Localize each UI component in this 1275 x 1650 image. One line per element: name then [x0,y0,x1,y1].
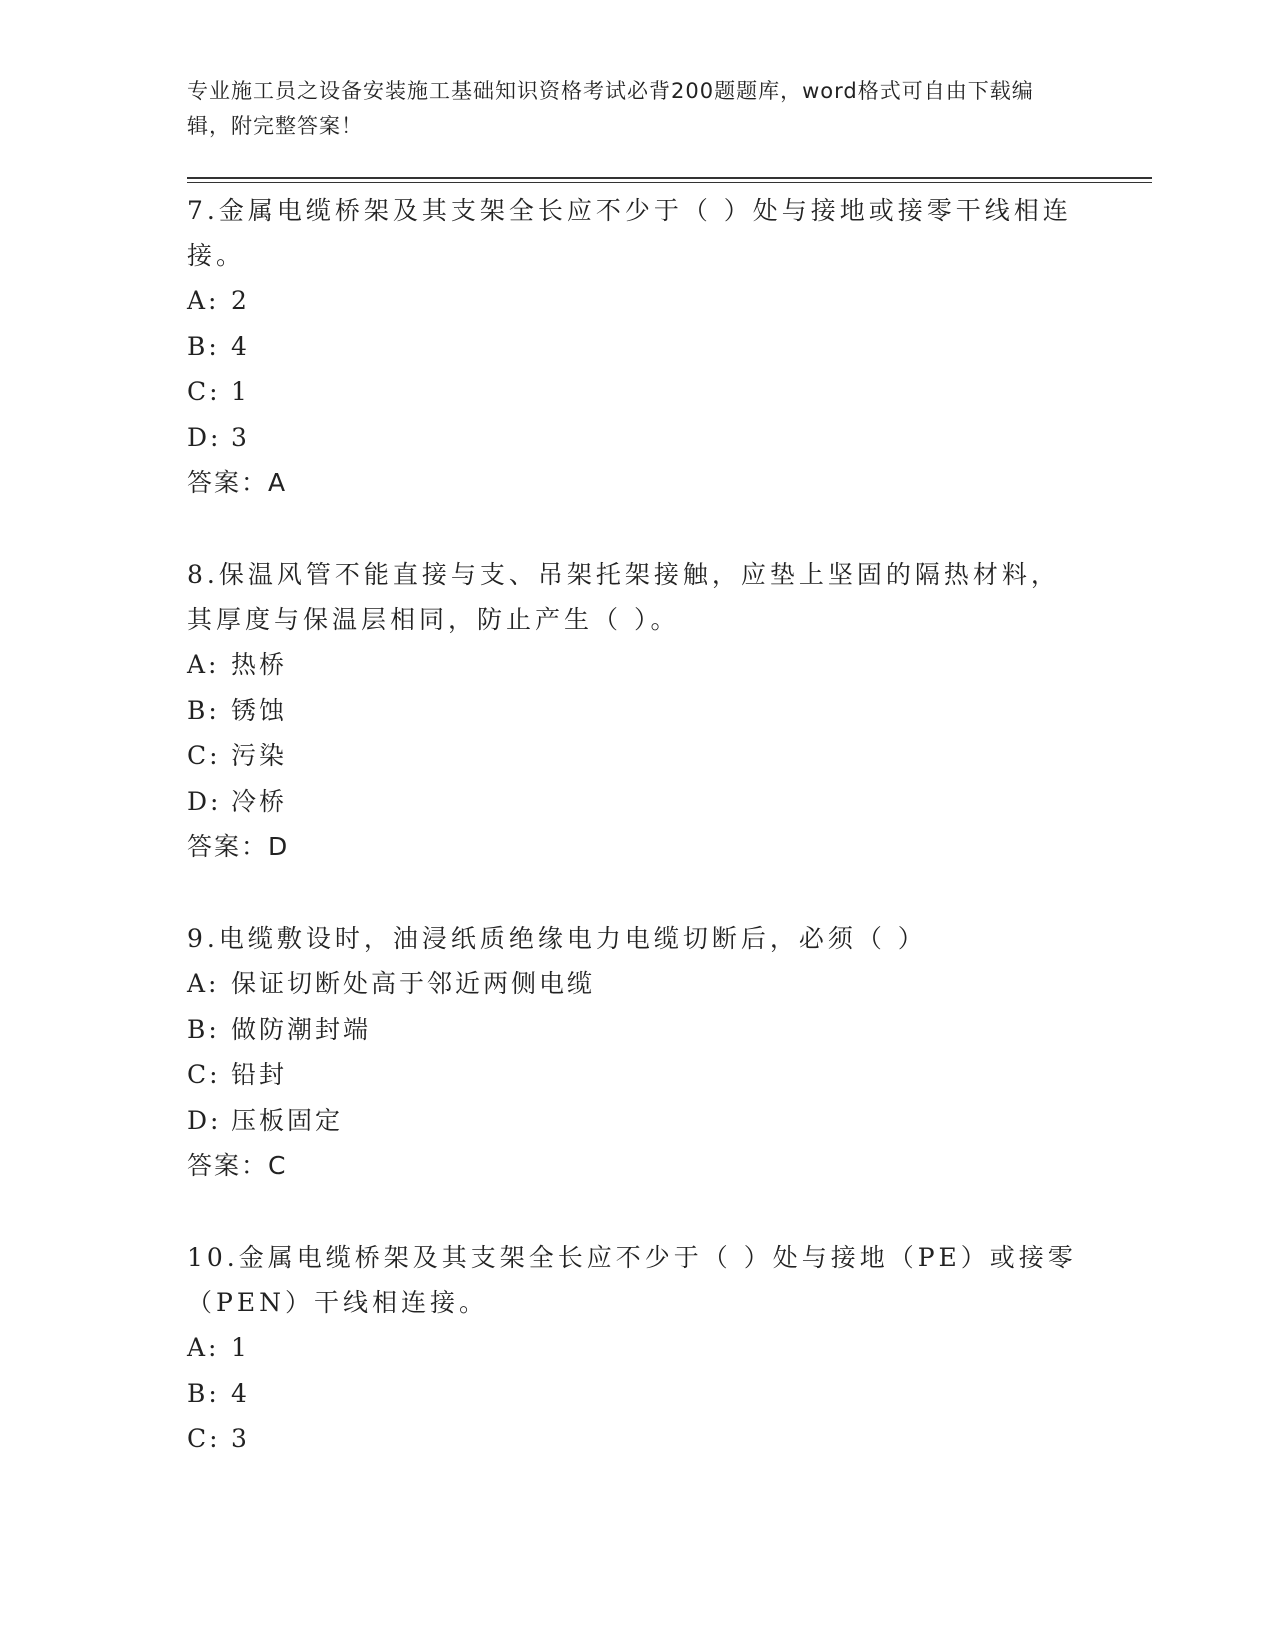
option-a [187,278,1087,324]
option-letter: B: [187,695,220,725]
answer-line: 答案：A [187,468,288,497]
document-header: 专业施工员之设备安装施工基础知识资格考试必背200题题库，word格式可自由下载编辑，附完整答案！ [187,79,1034,138]
question-stem: 7.金属电缆桥架及其支架全长应不少于（ ）处与接地或接零干线相连接。 [187,196,1072,270]
option-a [187,961,1087,1007]
option-c [187,733,1087,779]
option-text: 保证切断处高于邻近两侧电缆 [231,969,596,998]
option-text: 锈蚀 [231,695,288,725]
option-b [187,1371,1087,1417]
option-letter: A: [187,969,220,998]
option-letter: C: [187,741,221,770]
option-a [187,1325,1087,1371]
option-text: 铅封 [231,1060,288,1089]
question-7 [187,188,1087,505]
question-stem: 10.金属电缆桥架及其支架全长应不少于（ ）处与接地（PE）或接零（PEN）干线相连接。 [187,1243,1077,1317]
option-letter: A: [187,1333,220,1362]
option-letter: D: [187,1105,222,1135]
option-letter: A: [187,650,220,679]
option-letter: D: [187,786,222,816]
option-text: 4 [231,331,250,361]
option-text: 3 [231,1424,250,1453]
option-c [187,369,1087,415]
question-10 [187,1235,1087,1462]
header-divider-thick [187,177,1152,179]
option-text: 1 [231,1333,250,1362]
option-text: 2 [231,286,250,315]
option-text: 热桥 [231,650,288,679]
option-d [187,1098,1087,1144]
header-divider-thin [187,182,1152,183]
option-b [187,324,1087,370]
option-a [187,642,1087,688]
option-letter: C: [187,1060,221,1089]
answer-line: 答案：D [187,832,290,861]
answer-line: 答案：C [187,1151,288,1180]
option-d [187,415,1087,461]
option-letter: B: [187,331,220,361]
question-stem: 9.电缆敷设时，油浸纸质绝缘电力电缆切断后，必须（ ） [187,924,927,953]
option-text: 冷桥 [231,786,288,816]
option-d [187,779,1087,825]
question-9 [187,916,1087,1188]
option-c [187,1052,1087,1098]
option-letter: B: [187,1378,220,1408]
option-text: 污染 [231,741,288,770]
option-c [187,1416,1087,1462]
option-text: 压板固定 [231,1105,344,1135]
option-letter: B: [187,1014,220,1044]
question-list [187,188,1087,1509]
question-8 [187,552,1087,869]
option-letter: C: [187,377,221,406]
option-letter: A: [187,286,220,315]
option-b [187,1007,1087,1053]
option-b [187,688,1087,734]
option-text: 做防潮封端 [231,1014,372,1044]
option-letter: D: [187,422,222,452]
option-letter: C: [187,1424,221,1453]
question-stem: 8.保温风管不能直接与支、吊架托架接触，应垫上坚固的隔热材料，其厚度与保温层相同，防止产生（ ）。 [187,560,1060,634]
option-text: 3 [231,422,250,452]
option-text: 4 [231,1378,250,1408]
option-text: 1 [231,377,250,406]
